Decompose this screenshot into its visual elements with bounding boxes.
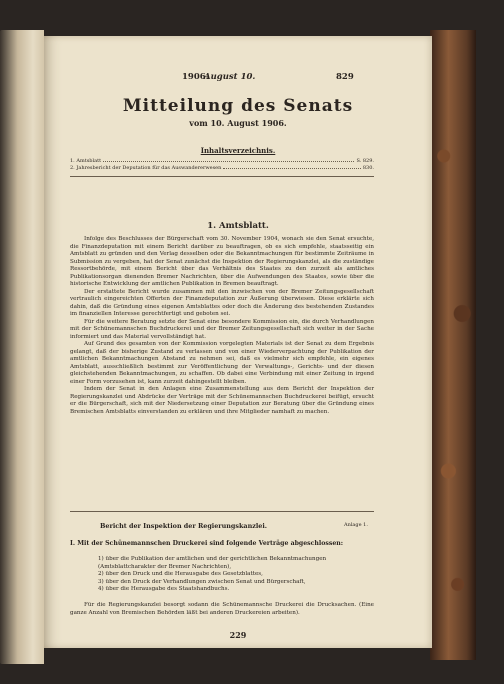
- toc-heading: Inhaltsverzeichnis.: [200, 146, 276, 155]
- list-item: 1) über die Publikation der amtlichen und der gerichtlichen Bekanntmachungen (Amtsblattcharakter der Bremer Nachrichten),: [98, 556, 327, 570]
- paragraph: Indem der Senat in den Anlagen eine Zusammenstellung aus dem Bericht der Inspektion der Regierungskanzlei und Abdrücke der Verträge mit der Schünemannschen Buchdruckerei beifügt, ersucht er die Bürgerschaft, sich mit der Niedersetzung einer Deputation zur Beratung über die Gründung eines Bremischen Amtsblatts einverstanden zu erklären und ihre Mitglieder namhaft zu machen.: [70, 386, 374, 415]
- margin-annex-note: Anlage 1.: [344, 522, 368, 528]
- toc-item-text: 1. Amtsblatt: [70, 158, 102, 164]
- contract-list: [98, 556, 374, 594]
- toc-item-page: S. 829.: [356, 158, 374, 164]
- toc-item-page: 830.: [362, 165, 374, 171]
- footer-page-number: 229: [229, 630, 247, 640]
- header-page-number: 829: [336, 72, 354, 82]
- paragraph: Für die Regierungskanzlei besorgt sodann die Schünemannsche Druckerei die Drucksachen. (Eine ganze Anzahl von Bremischen Behörden läßt bei anderen Druckereien arbeiten).: [70, 602, 374, 616]
- toc-item: [70, 158, 374, 164]
- paragraph: Für die weitere Beratung setzte der Senat eine besondere Kommission ein, die durch Verhandlungen mit der Schünemannschen Buchdruckerei und der Bremer Zeitungsgesellschaft sich weiter in der Sache informiert und das Material vervollständigt hat.: [70, 318, 374, 340]
- document-title: Mitteilung des Senats: [122, 96, 354, 116]
- report-subheading: I. Mit der Schünemannschen Druckerei sind folgende Verträge abgeschlossen:: [70, 540, 344, 547]
- paragraph: Infolge des Beschlusses der Bürgerschaft vom 30. November 1904, wonach sie den Senat ersuchte, die Finanzdeputation mit einem Bericht darüber zu beauftragen, ob es sich empfehle, staatsseitig ein Amtsblatt zu gründen und den Verlag desselben oder die Bekanntmachungen für bestimmte Zeiträume in Submission zu vergeben, hat der Senat zunächst die Inspektion der Regierungskanzlei, als die zuständige Ressortbehörde, mit einem Bericht über das Verhältnis des Staates zu den zurzeit als amtliches Publikationsorgan dienenden Bremer Nachrichten, über die Aufwendungen des Staates, sowie über die historische Entwicklung der amtlichen Publikation in Bremen beauftragt.: [70, 236, 374, 287]
- running-header: [44, 72, 432, 84]
- toc-leader: [223, 165, 361, 169]
- header-date: August 10.: [204, 72, 256, 82]
- divider: [70, 176, 374, 177]
- toc-item: [70, 165, 374, 171]
- toc-item-text: 2. Jahresbericht der Deputation für das Auswandererwesen: [70, 165, 222, 171]
- list-item: 4) über die Herausgabe des Staatshandbuchs.: [98, 586, 230, 592]
- document-subtitle: vom 10. August 1906.: [189, 118, 287, 128]
- list-item: 2) über den Druck und die Herausgabe des Gesetzblattes,: [98, 571, 263, 577]
- toc-leader: [103, 158, 354, 162]
- report-heading: Bericht der Inspektion der Regierungskanzlei.: [100, 522, 267, 530]
- book-cover-marbled: [430, 30, 476, 660]
- section-body: [70, 236, 374, 416]
- header-year: 1906.: [182, 72, 209, 82]
- list-item: 3) über den Druck der Verhandlungen zwischen Senat und Bürgerschaft,: [98, 578, 306, 585]
- book-left-edge: [0, 30, 44, 664]
- report-paragraph: [70, 602, 374, 617]
- section-heading: 1. Amtsblatt.: [207, 221, 269, 231]
- paragraph: Der erstattete Bericht wurde zusammen mit den inzwischen von der Bremer Zeitungsgesellschaft vertraulich eingereichten Offerten der Finanzdeputation zur Äußerung überwiesen. Diese erklärte sich dahin, daß die Gründung eines eigenen Amtsblattes oder doch die Änderung des bestehenden Zustandes im finanziellen Interesse gerechtfertigt und geboten sei.: [70, 288, 374, 317]
- paragraph: Auf Grund des gesamten von der Kommission vorgelegten Materials ist der Senat zu dem Ergebnis gelangt, daß der bisherige Zustand zu verlassen und von einer Wiederverpachtung der Publikation der amtlichen Bekanntmachungen Abstand zu nehmen sei, daß es vielmehr sich empfehle, ein eigenes Amtsblatt, ausschließlich bestimmt zur Veröffentlichung der Verwaltungs-, Gerichts- und der diesen gleichstehenden Bekanntmachungen, zu schaffen. Ob dabei eine Verbindung mit einer Zeitung in irgend einer Form vorzusehen ist, kann zurzeit dahingestellt bleiben.: [70, 341, 374, 385]
- document-page: [44, 36, 432, 648]
- divider: [70, 511, 374, 512]
